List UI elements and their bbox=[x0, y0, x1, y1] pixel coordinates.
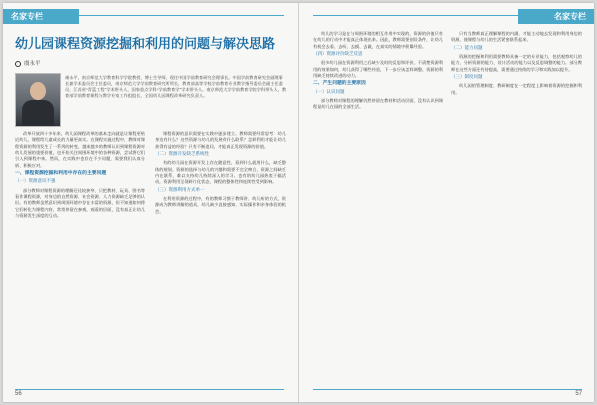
section-tab: 名家专栏 bbox=[3, 9, 79, 24]
subsection-heading: （二）能力问题 bbox=[451, 45, 483, 51]
right-column-1 bbox=[313, 31, 443, 387]
body-paragraph: 很多幼儿园在资源利用之后缺少及时的反思和评价，不清楚资源利用的效果如何，幼儿获得了哪些经验，下一步应该怎样调整。资源的利用缺乏持续改进的动力。 bbox=[313, 60, 443, 79]
right-page bbox=[299, 3, 594, 402]
body-paragraph: 资源的挖掘和利用需要教师具备一定的专业能力，包括观察幼儿的能力、分析资源的能力、设计活动的能力以及反思调整的能力。部分教师在这些方面还有待提高，需要通过持续的学习和实践加以提升。 bbox=[451, 54, 582, 72]
subsection-heading: （一）资源意识不强 bbox=[15, 179, 56, 185]
body-paragraph: 部分教师对课程的理解仍然停留在教材和活动层面，没有认识到课程是幼儿在园的全部生活。 bbox=[313, 98, 443, 110]
right-column-2 bbox=[451, 31, 582, 387]
body-paragraph: 课程资源的意识需要在实践中逐步建立。教师需要经常思考：幼儿身边有什么？这些资源与幼儿的发展有什么联系？怎样利用才能让幼儿获得有益的经验？只有不断追问，才能真正发现资源的价值。 bbox=[155, 131, 286, 149]
bottom-rule bbox=[15, 389, 284, 390]
left-column-1 bbox=[15, 131, 145, 387]
subsection-heading: （三）资源利用方式单一 bbox=[155, 187, 205, 193]
article-title: 幼儿园课程资源挖掘和利用的问题与解决思路 bbox=[15, 37, 276, 52]
author-line bbox=[15, 59, 41, 67]
author-name: 虞永平 bbox=[24, 61, 41, 67]
left-column-2 bbox=[155, 131, 286, 387]
body-paragraph: 只有当教师真正理解课程的内涵，才能主动地去发现和利用身边的资源，使课程与幼儿的生活紧密联系起来。 bbox=[451, 31, 582, 43]
body-paragraph: 有的幼儿园在资源开发上存在随意性，看到什么就用什么，缺乏整体的规划。资源的选择与幼儿的兴趣和需要不完全吻合，资源之间缺乏内在联系，难以支持幼儿持续深入的学习。也有的幼儿园热衷于搞活动，资源利用呈现碎片化状态，课程的整体性和连续性受到影响。 bbox=[155, 160, 286, 185]
subsection-heading: （二）资源开发缺乏系统性 bbox=[155, 152, 209, 158]
bullet-icon bbox=[15, 61, 21, 67]
section-heading: 一、课程资源挖掘和利用中存在的主要问题 bbox=[15, 171, 107, 177]
section-tab: 名家专栏 bbox=[518, 9, 594, 24]
bottom-rule bbox=[313, 389, 582, 390]
subsection-heading: （三）制度问题 bbox=[451, 75, 483, 81]
top-rule bbox=[63, 15, 284, 16]
author-bio: 虞永平，南京师范大学教育科学学院教授、博士生导师，现任中国学前教育研究会理事长。中国学前教育研究会副理事长兼学术委员会主任委员，南京师范大学学前教育研究所所长，教育部高等学校学前教育专业教学指导委员会副主任委员，江苏省“青蓝工程”学术带头人，国家重点学科“学前教育学”学术带头人。南京师范大学学前教育学院学科带头人，教育部学前教育课程与教学专家工作组组长，全国幼儿园课程改革研究负责人。 bbox=[65, 75, 286, 99]
author-photo bbox=[15, 73, 61, 127]
top-rule bbox=[313, 15, 534, 16]
intro-paragraph: 改革开放四十多年来，幼儿园课程改革的基本走向就是让课程更贴近幼儿，课程给儿童成长的力量更真实。在课程实施过程中，教师对课程资源的利用发生了一系列的转变，越来越多的教师认识到课程资源对幼儿发展的重要价值，也开始关注周围环境中的各种资源，尝试将它们引入到课程中来。然而，在实践中也存在不少问题，需要我们认真分析、积极应对。 bbox=[15, 131, 145, 168]
left-page bbox=[3, 3, 298, 402]
magazine-spread bbox=[3, 3, 594, 402]
body-paragraph: 在利用资源的过程中，有的教师习惯于教师讲、幼儿听的方式，资源成为教师讲解的道具，幼儿缺少直接感知、实际操作和亲身体验的机会。 bbox=[155, 196, 286, 214]
section-heading: 二、产生问题的主要原因 bbox=[313, 81, 366, 87]
page-number: 56 bbox=[15, 391, 22, 397]
body-paragraph: 幼儿的学习是在与周围环境的相互作用中实现的，资源的价值只有在幼儿的行动中才能真正体现出来。因此，教师需要创设条件，让幼儿有机会去看、去听、去摸、去做，在真实的情境中积累经验。 bbox=[313, 31, 443, 49]
subsection-heading: （四）资源评价缺乏反思 bbox=[313, 52, 363, 58]
subsection-heading: （一）认识问题 bbox=[313, 89, 345, 95]
body-paragraph: 幼儿园的管理制度、教研制度在一定程度上影响着资源的挖掘和利用。 bbox=[451, 83, 582, 95]
body-paragraph: 部分教师对课程资源的理解还比较狭窄，只把教材、玩具、图书等看作课程资源，对身边的自然资源、社会资源、人力资源缺乏足够的认识。有的教师虽然意识到周围环境中存在丰富的资源，但不知道如何将它们转化为课程内容，常常停留在参观、观看的层面，没有真正让幼儿与资源发生深度的互动。 bbox=[15, 187, 145, 219]
photo-head bbox=[30, 82, 46, 100]
page-number: 57 bbox=[575, 391, 582, 397]
photo-suit bbox=[22, 100, 54, 126]
